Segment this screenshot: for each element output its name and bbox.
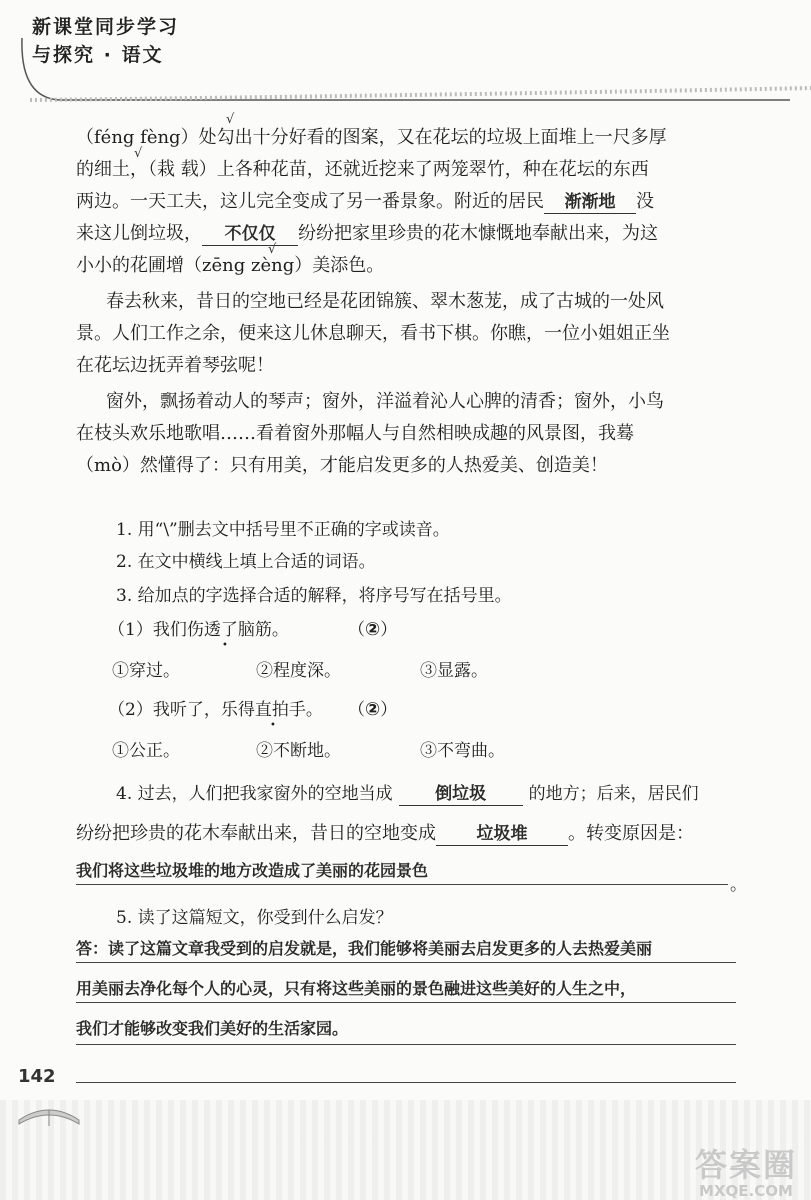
option: ②不断地。 xyxy=(256,741,341,761)
passage-line: 窗外，飘扬着动人的琴声；窗外，洋溢着沁人心脾的清香；窗外，小鸟 xyxy=(106,391,664,412)
question-text: 4. 过去，人们把我家窗外的空地当成 xyxy=(116,784,393,804)
question-text: 的地方；后来，居民们 xyxy=(528,784,699,804)
answer-blank xyxy=(202,223,298,246)
check-mark-icon: √ xyxy=(134,146,143,161)
handwritten-answer: ② xyxy=(365,619,381,640)
answer-blank xyxy=(399,783,523,806)
answer-rule xyxy=(76,1044,736,1045)
check-mark-icon: √ xyxy=(226,112,235,127)
question-2: 2. 在文中横线上填上合适的词语。 xyxy=(116,552,376,572)
question-5-answer-line2: 用美丽去净化每个人的心灵，只有将这些美丽的景色融进这些美好的人生之中， xyxy=(76,979,637,998)
passage-line: 小小的花圃增（zēng zèng）美添色。 xyxy=(76,255,385,276)
bracket-open: （ xyxy=(348,620,365,640)
question-4-line2 xyxy=(76,822,694,846)
question-text: 纷纷把珍贵的花木奉献出来，昔日的空地变成 xyxy=(76,823,436,844)
answer-rule xyxy=(76,962,736,963)
passage-line: 在花坛边抚弄着琴弦呢！ xyxy=(76,355,274,376)
bracket-close: ） xyxy=(380,620,398,640)
answer-rule xyxy=(76,884,728,885)
header-title-line1: 新课堂同步学习 xyxy=(32,16,180,38)
question-4-end-mark: 。 xyxy=(730,875,747,895)
question-3-1-prompt: （1）我们伤透了脑筋。 xyxy=(108,620,289,640)
passage-line xyxy=(76,190,654,214)
bracket-open: （ xyxy=(348,700,365,720)
footer-band xyxy=(0,1100,811,1200)
handwritten-answer: 垃圾堆 xyxy=(476,824,528,844)
question-4-line1 xyxy=(116,782,699,806)
option: ①公正。 xyxy=(112,741,180,761)
question-3-2-bracket xyxy=(348,698,397,722)
question-3-1-bracket xyxy=(348,618,397,642)
passage-line xyxy=(76,222,658,246)
passage-line: （féng fèng）处勾出十分好看的图案，又在花坛的垃圾上面堆上一尺多厚 xyxy=(76,127,667,148)
passage-text: 两边。一天工夫，这儿完全变成了另一番景象。附近的居民 xyxy=(76,191,544,212)
passage-line: 在枝头欢乐地歌唱……看着窗外那幅人与自然相映成趣的风景图，我蓦 xyxy=(76,423,634,444)
answer-blank xyxy=(544,191,636,214)
check-mark-icon: √ xyxy=(268,242,277,257)
answer-rule xyxy=(76,1082,736,1083)
passage-text: 纷纷把家里珍贵的花木慷慨地奉献出来，为这 xyxy=(298,223,658,244)
watermark-title: 答案圈 xyxy=(694,1146,797,1184)
passage-line: （mò）然懂得了：只有用美，才能启发更多的人热爱美、创造美！ xyxy=(76,455,608,476)
option: ③不弯曲。 xyxy=(420,741,505,761)
option: ②程度深。 xyxy=(256,661,341,681)
answer-blank xyxy=(436,823,568,846)
passage-line: 景。人们工作之余，便来这儿休息聊天，看书下棋。你瞧，一位小姐姐正坐 xyxy=(76,323,670,344)
watermark-url: MXQE.COM xyxy=(699,1182,793,1200)
emphasis-dot-icon: • xyxy=(222,640,228,651)
question-1: 1. 用“\”删去文中括号里不正确的字或读音。 xyxy=(116,520,450,540)
handwritten-answer: 渐渐地 xyxy=(564,192,616,212)
answer-rule xyxy=(76,1002,736,1003)
emphasis-dot-icon: • xyxy=(270,720,276,731)
option: ①穿过。 xyxy=(112,661,180,681)
header-title-line2: 与探究 · 语文 xyxy=(32,44,164,66)
page-number: 142 xyxy=(18,1066,56,1087)
question-4-answer: 我们将这些垃圾堆的地方改造成了美丽的花园景色 xyxy=(76,861,429,880)
handwritten-answer: 不仅仅 xyxy=(224,224,276,244)
bracket-close: ） xyxy=(380,700,398,720)
question-text: 。转变原因是： xyxy=(568,823,694,844)
passage-line: 春去秋来，昔日的空地已经是花团锦簇、翠木葱茏，成了古城的一处风 xyxy=(106,291,664,312)
question-5-answer-line3: 我们才能够改变我们美好的生活家园。 xyxy=(76,1019,349,1038)
question-3: 3. 给加点的字选择合适的解释，将序号写在括号里。 xyxy=(116,586,512,606)
passage-text: 没 xyxy=(636,191,654,212)
handwritten-answer: 倒垃圾 xyxy=(435,784,487,804)
question-5: 5. 读了这篇短文，你受到什么启发？ xyxy=(116,908,393,928)
option: ③显露。 xyxy=(420,661,488,681)
book-icon xyxy=(14,1090,84,1130)
watermark xyxy=(695,1140,797,1200)
question-3-2-prompt: （2）我听了，乐得直拍手。 xyxy=(108,700,323,720)
passage-line: 的细土，（栽 载）上各种花苗，还就近挖来了两笼翠竹，种在花坛的东西 xyxy=(76,159,649,180)
question-5-answer-line1: 答：读了这篇文章我受到的启发就是，我们能够将美丽去启发更多的人去热爱美丽 xyxy=(76,939,653,958)
passage-text: 来这儿倒垃圾， xyxy=(76,223,202,244)
handwritten-answer: ② xyxy=(365,699,381,720)
